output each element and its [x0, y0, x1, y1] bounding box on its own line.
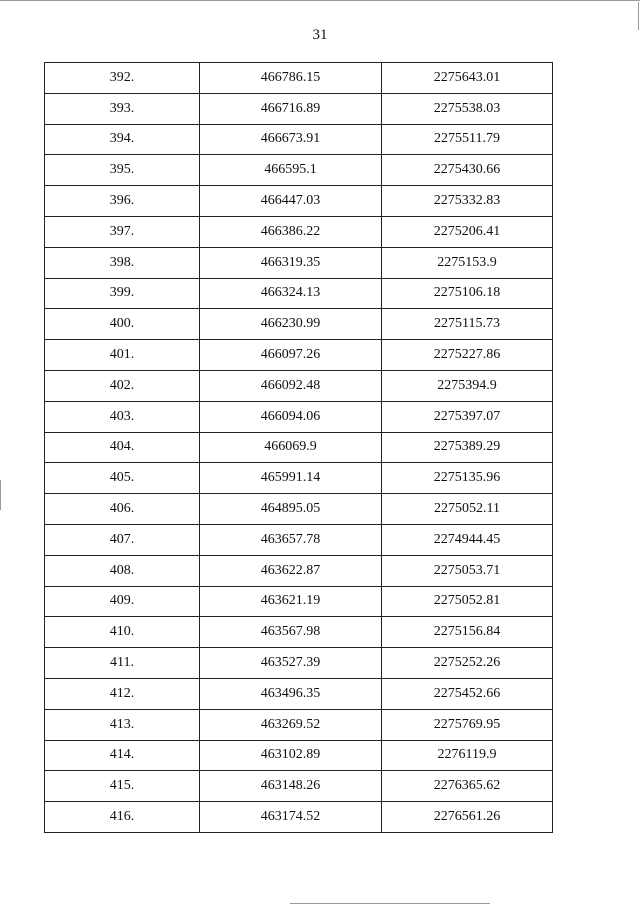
- point-number-cell: 404.: [45, 432, 200, 463]
- y-coordinate-cell: 2275538.03: [382, 93, 553, 124]
- y-coordinate-cell: 2275252.26: [382, 648, 553, 679]
- x-coordinate-cell: 466324.13: [200, 278, 382, 309]
- table-row: [45, 186, 553, 217]
- y-coordinate-cell: 2275643.01: [382, 63, 553, 94]
- x-coordinate-cell: 466673.91: [200, 124, 382, 155]
- y-coordinate-cell: 2276561.26: [382, 802, 553, 833]
- x-coordinate-cell: 466386.22: [200, 216, 382, 247]
- point-number-cell: 408.: [45, 555, 200, 586]
- x-coordinate-cell: 466319.35: [200, 247, 382, 278]
- y-coordinate-cell: 2275053.71: [382, 555, 553, 586]
- table-row: [45, 648, 553, 679]
- y-coordinate-cell: 2275156.84: [382, 617, 553, 648]
- y-coordinate-cell: 2275052.81: [382, 586, 553, 617]
- point-number-cell: 403.: [45, 401, 200, 432]
- table-row: [45, 494, 553, 525]
- x-coordinate-cell: 463496.35: [200, 678, 382, 709]
- point-number-cell: 396.: [45, 186, 200, 217]
- page-number: 31: [312, 27, 328, 43]
- x-coordinate-cell: 466069.9: [200, 432, 382, 463]
- point-number-cell: 400.: [45, 309, 200, 340]
- scan-edge-top: [0, 0, 640, 1]
- scan-edge-left-mark: [0, 480, 1, 510]
- y-coordinate-cell: 2274944.45: [382, 524, 553, 555]
- x-coordinate-cell: 466595.1: [200, 155, 382, 186]
- x-coordinate-cell: 463567.98: [200, 617, 382, 648]
- point-number-cell: 398.: [45, 247, 200, 278]
- table-row: [45, 586, 553, 617]
- table-row: [45, 463, 553, 494]
- x-coordinate-cell: 463527.39: [200, 648, 382, 679]
- y-coordinate-cell: 2275135.96: [382, 463, 553, 494]
- x-coordinate-cell: 466097.26: [200, 340, 382, 371]
- point-number-cell: 394.: [45, 124, 200, 155]
- x-coordinate-cell: 466716.89: [200, 93, 382, 124]
- y-coordinate-cell: 2275153.9: [382, 247, 553, 278]
- point-number-cell: 414.: [45, 740, 200, 771]
- x-coordinate-cell: 466786.15: [200, 63, 382, 94]
- y-coordinate-cell: 2275106.18: [382, 278, 553, 309]
- point-number-cell: 412.: [45, 678, 200, 709]
- table-row: [45, 617, 553, 648]
- table-row: [45, 93, 553, 124]
- point-number-cell: 399.: [45, 278, 200, 309]
- point-number-cell: 407.: [45, 524, 200, 555]
- point-number-cell: 395.: [45, 155, 200, 186]
- y-coordinate-cell: 2275332.83: [382, 186, 553, 217]
- table-row: [45, 340, 553, 371]
- table-row: [45, 370, 553, 401]
- x-coordinate-cell: 463657.78: [200, 524, 382, 555]
- table-row: [45, 524, 553, 555]
- x-coordinate-cell: 463174.52: [200, 802, 382, 833]
- scan-edge-right-mark: [638, 2, 639, 30]
- x-coordinate-cell: 463621.19: [200, 586, 382, 617]
- table-row: [45, 155, 553, 186]
- point-number-cell: 416.: [45, 802, 200, 833]
- x-coordinate-cell: 464895.05: [200, 494, 382, 525]
- table-row: [45, 709, 553, 740]
- table-row: [45, 555, 553, 586]
- table-body: [45, 63, 553, 833]
- y-coordinate-cell: 2275227.86: [382, 340, 553, 371]
- table-row: [45, 678, 553, 709]
- x-coordinate-cell: 463102.89: [200, 740, 382, 771]
- table-row: [45, 247, 553, 278]
- y-coordinate-cell: 2276365.62: [382, 771, 553, 802]
- point-number-cell: 397.: [45, 216, 200, 247]
- x-coordinate-cell: 463269.52: [200, 709, 382, 740]
- table-row: [45, 309, 553, 340]
- scan-edge-bottom-mark: [290, 903, 490, 904]
- point-number-cell: 401.: [45, 340, 200, 371]
- x-coordinate-cell: 463148.26: [200, 771, 382, 802]
- y-coordinate-cell: 2275511.79: [382, 124, 553, 155]
- y-coordinate-cell: 2275052.11: [382, 494, 553, 525]
- x-coordinate-cell: 466447.03: [200, 186, 382, 217]
- y-coordinate-cell: 2275430.66: [382, 155, 553, 186]
- y-coordinate-cell: 2275206.41: [382, 216, 553, 247]
- table-row: [45, 63, 553, 94]
- point-number-cell: 393.: [45, 93, 200, 124]
- x-coordinate-cell: 466230.99: [200, 309, 382, 340]
- table-row: [45, 401, 553, 432]
- table-row: [45, 432, 553, 463]
- y-coordinate-cell: 2275394.9: [382, 370, 553, 401]
- x-coordinate-cell: 463622.87: [200, 555, 382, 586]
- x-coordinate-cell: 466092.48: [200, 370, 382, 401]
- point-number-cell: 411.: [45, 648, 200, 679]
- table-row: [45, 124, 553, 155]
- table-row: [45, 771, 553, 802]
- point-number-cell: 406.: [45, 494, 200, 525]
- table-row: [45, 802, 553, 833]
- y-coordinate-cell: 2275389.29: [382, 432, 553, 463]
- table-row: [45, 216, 553, 247]
- coordinates-table: [44, 62, 553, 833]
- x-coordinate-cell: 466094.06: [200, 401, 382, 432]
- point-number-cell: 392.: [45, 63, 200, 94]
- y-coordinate-cell: 2275769.95: [382, 709, 553, 740]
- table-row: [45, 278, 553, 309]
- point-number-cell: 405.: [45, 463, 200, 494]
- y-coordinate-cell: 2275115.73: [382, 309, 553, 340]
- y-coordinate-cell: 2275397.07: [382, 401, 553, 432]
- y-coordinate-cell: 2276119.9: [382, 740, 553, 771]
- y-coordinate-cell: 2275452.66: [382, 678, 553, 709]
- x-coordinate-cell: 465991.14: [200, 463, 382, 494]
- point-number-cell: 410.: [45, 617, 200, 648]
- point-number-cell: 402.: [45, 370, 200, 401]
- point-number-cell: 409.: [45, 586, 200, 617]
- table-row: [45, 740, 553, 771]
- point-number-cell: 413.: [45, 709, 200, 740]
- point-number-cell: 415.: [45, 771, 200, 802]
